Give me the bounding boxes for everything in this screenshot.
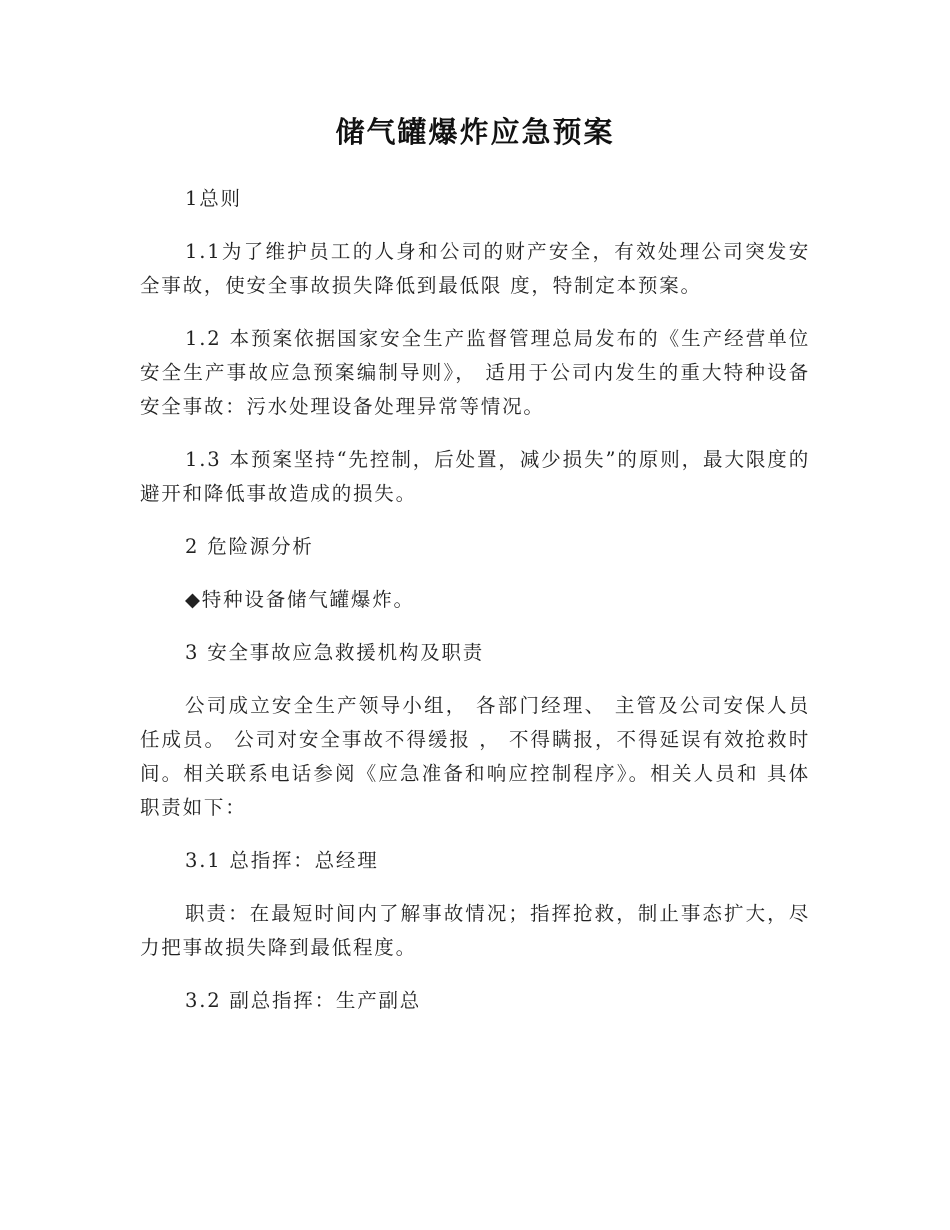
clause-1-2: 1.2 本预案依据国家安全生产监督管理总局发布的《生产经营单位安全生产事故应急预案编制导则》， 适用于公司内发生的重大特种设备安全事故：污水处理设备处理异常等情况。 xyxy=(140,327,810,418)
clause-3-2: 3.2 副总指挥：生产副总 xyxy=(185,989,422,1012)
clause-1-1: 1.1为了维护员工的人身和公司的财产安全，有效处理公司突发安全事故，使安全事故损失降低到最低限 度，特制定本预案。 xyxy=(140,240,810,297)
hazard-list-item: ◆特种设备储气罐爆炸。 xyxy=(185,588,415,611)
document-page xyxy=(140,110,810,1037)
document-title: 储气罐爆炸应急预案 xyxy=(335,115,615,149)
section-1-heading: 1总则 xyxy=(185,187,242,210)
clause-3-1: 3.1 总指挥：总经理 xyxy=(185,849,379,872)
organization-paragraph: 公司成立安全生产领导小组， 各部门经理、 主管及公司安保人员任成员。 公司对安全事故不得缓报 ， 不得瞒报，不得延误有效抢救时间。相关联系电话参阅《应急准备和响应控制程序》。相关人员和 具体职责如下： xyxy=(140,694,810,819)
duties-paragraph: 职责：在最短时间内了解事故情况；指挥抢救，制止事态扩大，尽力把事故损失降到最低程度。 xyxy=(140,902,810,959)
section-3-heading: 3 安全事故应急救援机构及职责 xyxy=(185,641,485,664)
clause-1-3: 1.3 本预案坚持“先控制，后处置，减少损失”的原则，最大限度的避开和降低事故造成的损失。 xyxy=(140,448,810,505)
section-2-heading: 2 危险源分析 xyxy=(185,535,314,558)
